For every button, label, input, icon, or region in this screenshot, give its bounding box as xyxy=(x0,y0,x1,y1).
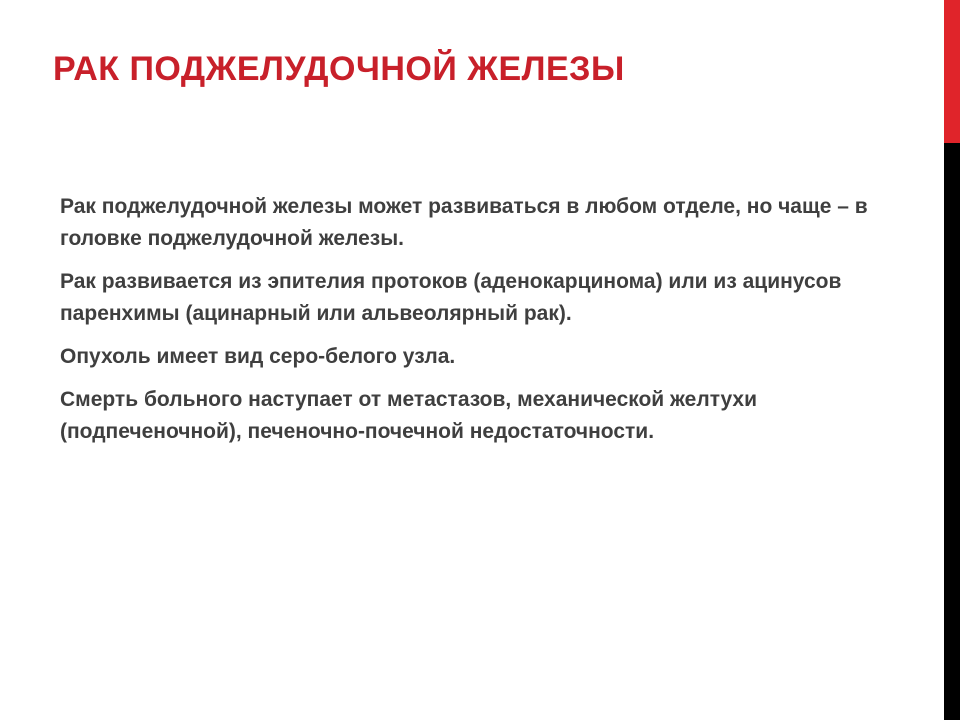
slide-body xyxy=(60,191,880,459)
edge-accent-red xyxy=(944,0,960,143)
paragraph-location: Рак поджелудочной железы может развиваться в любом отделе, но чаще – в головке поджелудочной железы. xyxy=(60,195,868,250)
edge-accent-black xyxy=(944,143,960,720)
paragraph-appearance: Опухоль имеет вид серо-белого узла. xyxy=(60,345,456,368)
paragraph-death-causes: Смерть больного наступает от метастазов, механической желтухи (подпеченочной), печеночно-почечной недостаточности. xyxy=(60,388,758,443)
paragraph-origin: Рак развивается из эпителия протоков (аденокарцинома) или из ацинусов паренхимы (ацинарный или альвеолярный рак). xyxy=(60,270,842,325)
slide-title: РАК ПОДЖЕЛУДОЧНОЙ ЖЕЛЕЗЫ xyxy=(53,50,625,88)
